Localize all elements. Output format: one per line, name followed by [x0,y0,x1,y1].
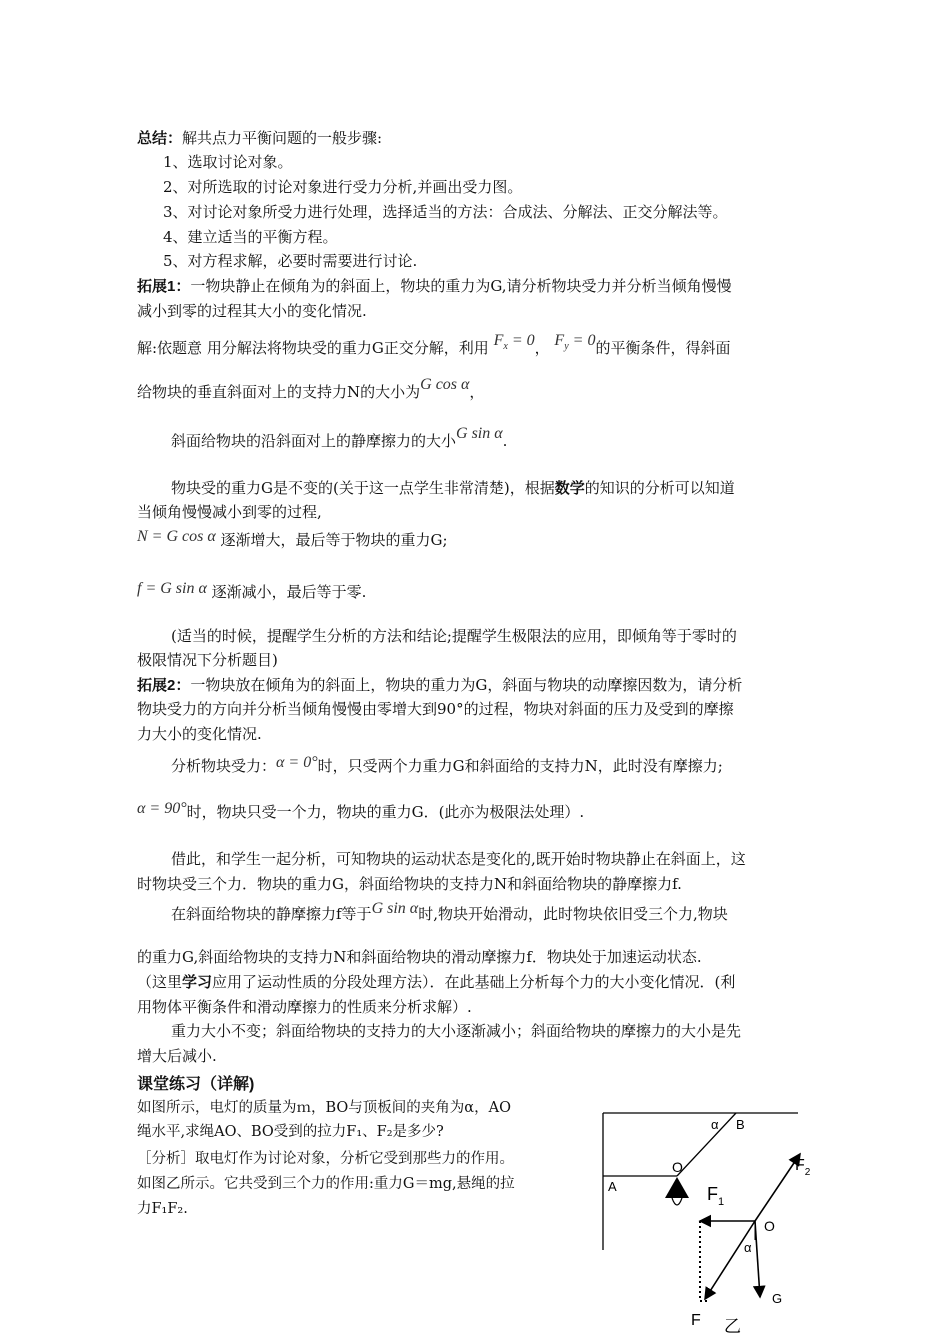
label-o-top: O [672,1159,683,1175]
ext2-paragraph: 时,物块开始滑动，此时物块依旧受三个力,物块 [418,905,728,923]
practice-analysis: 力F₁F₂. [137,1201,188,1217]
ext2-paragraph: 应用了运动性质的分段处理方法）．在此基础上分析每个力的大小变化情况．(利 [212,973,736,991]
summary-intro: 解共点力平衡问题的一般步骤: [182,129,383,147]
ext1-note: 极限情况下分析题目) [137,651,278,669]
equation-gcos: G cos α [420,376,470,393]
ext2-paragraph: 用物体平衡条件和滑动摩擦力的性质来分析求解）. [137,998,472,1016]
summary-step: 1、选取讨论对象。 [163,153,293,171]
ext2-paragraph: 重力大小不变；斜面给物块的支持力的大小逐渐减小；斜面给物块的摩擦力的大小是先 [171,1022,742,1040]
ext2-paragraph: 在斜面给物块的静摩擦力f等于 [171,905,372,923]
ext1-line [137,276,732,297]
ext1-solution-line [137,332,731,365]
comma: ， [469,383,485,401]
ext1-text: 减小到零的过程其大小的变化情况. [137,302,367,320]
separator: ， [534,339,550,357]
ext1-solution: 的知识的分析可以知道 [584,479,735,497]
ext1-solution-line [171,478,735,499]
arrow-f2 [755,1154,800,1221]
period: . [502,432,508,450]
ext1-solution: 逐渐减小，最后等于零. [211,583,367,601]
ext1-solution-line [137,376,485,403]
ext2-paragraph: 时物块受三个力．物块的重力G，斜面给物块的支持力N和斜面给物块的静摩擦力f. [137,875,682,893]
lamp-bulb-icon [672,1198,682,1205]
ext1-solution: 给物块的垂直斜面对上的支持力N的大小为 [137,383,421,401]
ext2-paragraph: 借此，和学生一起分析，可知物块的运动状态是变化的,既开始时物块静止在斜面上，这 [171,850,746,868]
ext1-solution: 物块受的重力G是不变的(关于这一点学生非常清楚)，根据 [171,479,555,497]
label-f1: $F_1$ [707,1184,725,1208]
ext1-text: 一物块静止在倾角为的斜面上，物块的重力为G,请分析物块受力并分析当倾角慢慢 [190,277,732,295]
ext1-solution: 的平衡条件，得斜面 [595,339,731,357]
ext1-solution: 逐渐增大，最后等于物块的重力G; [220,531,448,549]
ext1-solution-line [171,425,508,452]
equation-f: f = G sin α [137,580,207,597]
practice-question: 如图所示，电灯的质量为ｍ，BO与顶板间的夹角为α，AO [137,1100,511,1116]
label-o-mid: O [764,1218,775,1234]
ext1-solution: 解:依题意 用分解法将物块受的重力G正交分解，利用 [137,339,489,357]
summary-line [137,128,382,149]
ext1-note: (适当的时候，提醒学生分析的方法和结论;提醒学生极限法的应用，即倾角等于零时的 [171,627,737,645]
summary-step: 4、建立适当的平衡方程。 [163,228,338,246]
ext2-paragraph: 的重力G,斜面给物块的支持力N和斜面给物块的滑动摩擦力f．物块处于加速运动状态. [137,948,702,966]
equation-alpha-0: α = 0° [276,754,318,771]
practice-heading: 课堂练习（详解) [137,1076,255,1093]
ext2-paragraph: 增大后减小. [137,1047,217,1065]
label-yi: 乙 [724,1317,741,1337]
practice-analysis: 如图乙所示。它共受到三个力的作用:重力G＝mg,悬绳的拉 [137,1176,515,1192]
summary-step: 3、对讨论对象所受力进行处理，选择适当的方法：合成法、分解法、正交分解法等。 [163,203,728,221]
arrow-g [755,1221,760,1297]
ext2-text: 一物块放在倾角为的斜面上，物块的重力为G，斜面与物块的动摩擦因数为，请分析 [190,676,743,694]
ext2-text: 物块受力的方向并分析当倾角慢慢由零增大到90°的过程，物块对斜面的压力及受到的摩擦 [137,700,734,718]
equation-fy: $F_y = 0$ [554,332,596,353]
summary-step: 5、对方程求解，必要时需要进行讨论. [163,252,418,270]
ext1-solution-line [137,582,366,603]
summary-label: 总结： [137,130,183,147]
ext2-analysis: 时，只受两个力重力G和斜面给的支持力N，此时没有摩擦力; [317,757,723,775]
force-diagram [590,1100,820,1344]
ext2-label: 拓展2： [137,677,191,694]
equation-alpha-90: α = 90° [137,800,187,817]
lamp-icon [665,1177,689,1198]
label-alpha-top: α [711,1117,719,1132]
rope-bo [677,1113,736,1176]
summary-step: 2、对所选取的讨论对象进行受力分析,并画出受力图。 [163,178,523,196]
bold-keyword: 数学 [554,480,585,497]
equation-gsin-2: G sin α [371,900,419,917]
ext2-analysis: 时，物块只受一个力，物块的重力G．(此亦为极限法处理）. [186,803,585,821]
practice-question: 绳水平,求绳AO、BO受到的拉力F₁、F₂是多少? [137,1124,444,1140]
ext2-analysis-line [137,802,584,823]
ext2-text: 力大小的变化情况. [137,725,262,743]
practice-analysis: ［分析］取电灯作为讨论对象，分析它受到那些力的作用。 [137,1151,514,1167]
ext1-label: 拓展1： [137,278,191,295]
ext1-solution: 当倾角慢慢减小到零的过程, [137,503,322,521]
equation-fx: $F_x = 0$ [493,332,535,353]
label-f: F [691,1312,701,1329]
ext1-solution-line [137,530,448,551]
arrow-f [705,1221,755,1299]
equation-n: N = G cos α [137,528,216,545]
ext2-paragraph-line [171,900,728,925]
ext2-analysis-line [171,756,723,777]
label-b: B [736,1117,745,1132]
label-g: G [772,1291,783,1306]
label-f2: $F_2$ [795,1157,811,1178]
ext2-analysis: 分析物块受力： [171,757,277,775]
ext2-paragraph: （这里 [137,973,183,991]
ext1-solution: 斜面给物块的沿斜面对上的静摩擦力的大小 [171,432,457,450]
label-a: A [608,1179,617,1194]
label-alpha-mid: α [744,1240,752,1255]
ext2-paragraph-line [137,972,735,993]
bold-keyword: 学习 [182,974,213,991]
equation-gsin: G sin α [456,425,503,442]
ext2-line [137,675,742,696]
